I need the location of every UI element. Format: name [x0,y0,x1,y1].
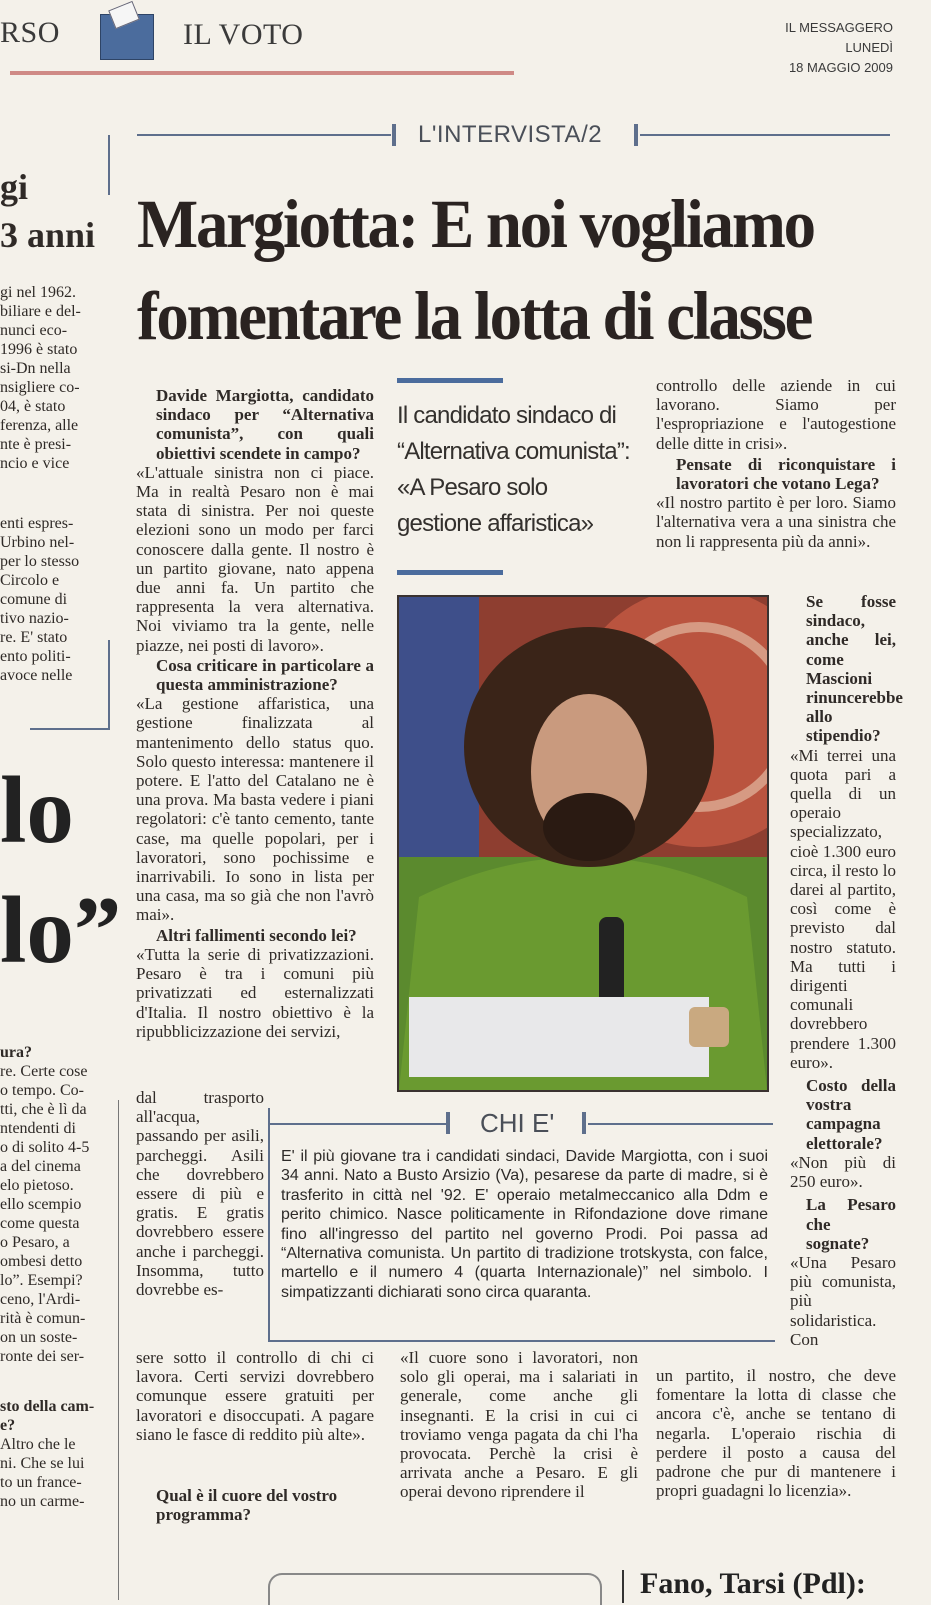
question-7: Costo della vostra campagna elettorale? [806,1076,896,1153]
left-title-line-1: gi [0,167,29,207]
publication-info [785,18,893,78]
question-4: Qual è il cuore del vostro programma? [156,1486,338,1525]
left-line: 04, è stato [0,398,66,415]
answer-8-continued: un partito, il nostro, che deve fomentare la lotta di classe che ancora c'è, anche se tentano di negarla. L'operaio rischia di perdere il posto a causa del padrone che pur di mantenere i propri guadagni lo licenzia». [656,1366,896,1501]
left-line: per lo stesso [0,553,80,570]
question-5: Pensate di riconquistare i lavoratori che votano Lega? [676,454,896,494]
left-line: Urbino nel- [0,534,75,551]
left-line: ntendenti di [0,1120,76,1137]
left-line: a del cinema [0,1158,81,1175]
left-line: nsigliere co- [0,379,80,396]
left-line: o di solito 4-5 [0,1139,90,1156]
left-line: on un soste- [0,1329,78,1346]
left-title-line-2: 3 anni [0,215,96,255]
left-line: tivo nazio- [0,610,69,627]
left-line: ello scempio [0,1196,82,1213]
ballot-box-icon [100,14,154,60]
info-box-title: CHI E' [480,1108,555,1138]
kicker-rule-left [137,134,391,136]
kicker-rule-right [640,134,890,136]
left-line: re. E' stato [0,629,68,646]
answer-1: «L'attuale sinistra non ci piace. Ma in realtà Pesaro non è mai stata di sinistra. Per noi queste elezioni sono un modo per farci conoscere dalla gente. Il nostro è un partito giovane, nato appena due anni fa. Un partito che rappresenta la vera alternativa. Noi viviamo tra la gente, nelle piazze, nei posti di lavoro». [136,462,374,655]
answer-6: «Mi terrei una quota pari a quella di un operaio specializzato, cioè 1.300 euro circa, il resto lo darei al partito, così come è previsto dal nostro statuto. Ma tutti i dirigenti comunali dovrebbero prendere 1.300 euro». [790,745,896,1072]
answer-2: «La gestione affaristica, una gestione finalizzata al mantenimento dello status quo. Solo questo interessa: mantenere il potere. E l'atto del Catalano ne è una prova. Ma basta vedere i piani regolatori: c'è tanto cemento, tante case, ma quelle popolari, per i lavoratori, sono pochissime e inarrivabili. Io sono in lista per una casa, ma so già che non l'avrò mai». [136,694,374,925]
standfirst-rule-bottom [397,570,503,575]
publication-day: LUNEDÌ [845,40,893,55]
answer-5: «Il nostro partito è per loro. Siamo l'alternativa vera a una sinistra che non li rappresenta più da anni». [656,493,896,551]
answer-4: «Il cuore sono i lavoratori, non solo gli operai, ma i salariati in generale, come anche gli insegnanti. E la crisi in cui ci troviamo venga pagata da chi l'ha provocata. Perchè la crisi è arrivata anche a Pesaro. E gli operai devono riprendere il [400,1348,638,1502]
info-box-rule-right [588,1123,773,1125]
kicker: L'INTERVISTA/2 [418,121,603,148]
left-article-title [0,163,112,259]
left-line: lo”. Esempi? [0,1272,83,1289]
answer-3: «Tutta la serie di privatizzazioni. Pesaro è tra i comuni più privatizzati ed esternalizzati d'Italia. Il nostro obiettivo è la ripubblicizzazione dei servizi, [136,944,374,1041]
question-8: La Pesaro che sognate? [806,1195,896,1253]
kicker-tick-left [392,124,396,146]
headline-line-2: fomentare la lotta di classe [137,278,812,354]
publication-date: 18 MAGGIO 2009 [788,60,893,75]
question-1: Davide Margiotta, candidato sindaco per “Alternativa comunista”, con quali obiettivi scendete in campo? [156,386,374,463]
left-article-para-4 [0,1397,108,1511]
info-box-rule-left [268,1123,448,1125]
left-line: rità è comun- [0,1310,86,1327]
left-line: o tempo. Co- [0,1082,84,1099]
left-line: ncio e vice [0,455,70,472]
question-2: Cosa criticare in particolare a questa amministrazione? [156,655,374,695]
headline-line-1: Margiotta: E noi vogliamo [137,186,814,262]
answer-3-continued: dal trasporto all'acqua, passando per asili, parcheggi. Asili che dovrebbero essere di più e gratis. E gratis dovrebbero essere anche i parcheggi. Insomma, tutto dovrebbe es- [136,1088,264,1300]
left-line: come questa [0,1215,80,1232]
header-rule [10,71,514,75]
left-line: ento politi- [0,648,71,665]
answer-4-continued: controllo delle aziende in cui lavorano. Siamo per l'espropriazione e l'autogestione delle ditte in crisi». [656,376,896,453]
left-line: tti, che è lì da [0,1101,87,1118]
left-article-para-1 [0,283,112,473]
left-line: Altro che le [0,1436,76,1453]
section-fragment: RSO [0,16,60,49]
left-line: no un carme- [0,1493,85,1510]
footer-divider [622,1570,624,1603]
info-box-tick-left [446,1112,450,1134]
left-line: comune di [0,591,68,608]
answer-8: «Una Pesaro più comunista, più solidaristica. Con [790,1252,896,1349]
left-line: to un france- [0,1474,82,1491]
question-6: Se fosse sindaco, anche lei, come Mascioni rinuncerebbe allo stipendio? [806,592,903,746]
left-line: ni. Che se lui [0,1455,85,1472]
standfirst-rule-top [397,378,503,383]
left-line: ceno, l'Ardi- [0,1291,81,1308]
left-line: ombesi detto [0,1253,83,1270]
left-line: Circolo e [0,572,60,589]
interview-column-1 [136,386,374,1041]
standfirst: Il candidato sindaco di “Alternativa comunista”: «A Pesaro solo gestione affaristica» [397,402,630,537]
left-line: biliare e del- [0,303,81,320]
column-divider [118,1100,119,1600]
publication-name: IL MESSAGGERO [785,20,893,35]
candidate-photo [397,595,769,1092]
left-line: o Pesaro, a [0,1234,70,1251]
left-line: ferenza, alle [0,417,79,434]
left-line: nunci eco- [0,322,68,339]
candidate-photo-illustration [399,597,767,1090]
left-article-para-2 [0,514,112,685]
next-article-frame [268,1573,602,1605]
left-line: ronte dei ser- [0,1348,85,1365]
left-line: ura? [0,1044,32,1061]
left-column-rule-base [30,728,110,730]
section-title: IL VOTO [183,18,304,51]
left-line: avoce nelle [0,667,73,684]
left-line: sto della cam- [0,1398,95,1415]
left-line: elo pietoso. [0,1177,74,1194]
left-line: nte è presi- [0,436,72,453]
answer-3-end: sere sotto il controllo di chi ci lavora. Certi servizi dovrebbero comunque essere gratuiti per lavoratori e disoccupati. A pagare siano le fasce di reddito più alte». [136,1348,374,1444]
headline [137,178,880,362]
left-big-headline-1: lo [0,757,74,863]
question-3: Altri fallimenti secondo lei? [156,925,357,945]
left-line: e? [0,1417,16,1434]
left-line: re. Certe cose [0,1063,88,1080]
interview-column-3 [656,376,896,551]
left-line: si-Dn nella [0,360,71,377]
interview-column-3-narrow [790,592,903,1349]
answer-7: «Non più di 250 euro». [790,1152,896,1192]
left-line: gi nel 1962. [0,284,76,301]
next-headline: Fano, Tarsi (Pdl): [640,1567,866,1600]
left-line: 1996 è stato [0,341,78,358]
kicker-tick-right [634,124,638,146]
left-article-para-3 [0,1043,108,1366]
left-line: enti espres- [0,515,74,532]
info-box-text: E' il più giovane tra i candidati sindaci, Davide Margiotta, con i suoi 34 anni. Nato a Busto Arsizio (Va), pesarese da parte di madre, si è trasferito in città nel '92. E' operaio metalmeccanico alla Ddm e perito chimico. Nasce politicamente in Rifondazione dove rimane fino all'ingresso del partito nel governo Prodi. Poi passa ad “Alternativa comunista. Un partito di tradizione trotskysta, con falce, martello e il numero 4 (quarta Internazionale)” nel simbolo. I simpatizzanti dichiarati sono circa quaranta. [281,1148,768,1301]
info-box-tick-right [582,1112,586,1134]
left-big-headline-2: lo” [0,877,122,983]
